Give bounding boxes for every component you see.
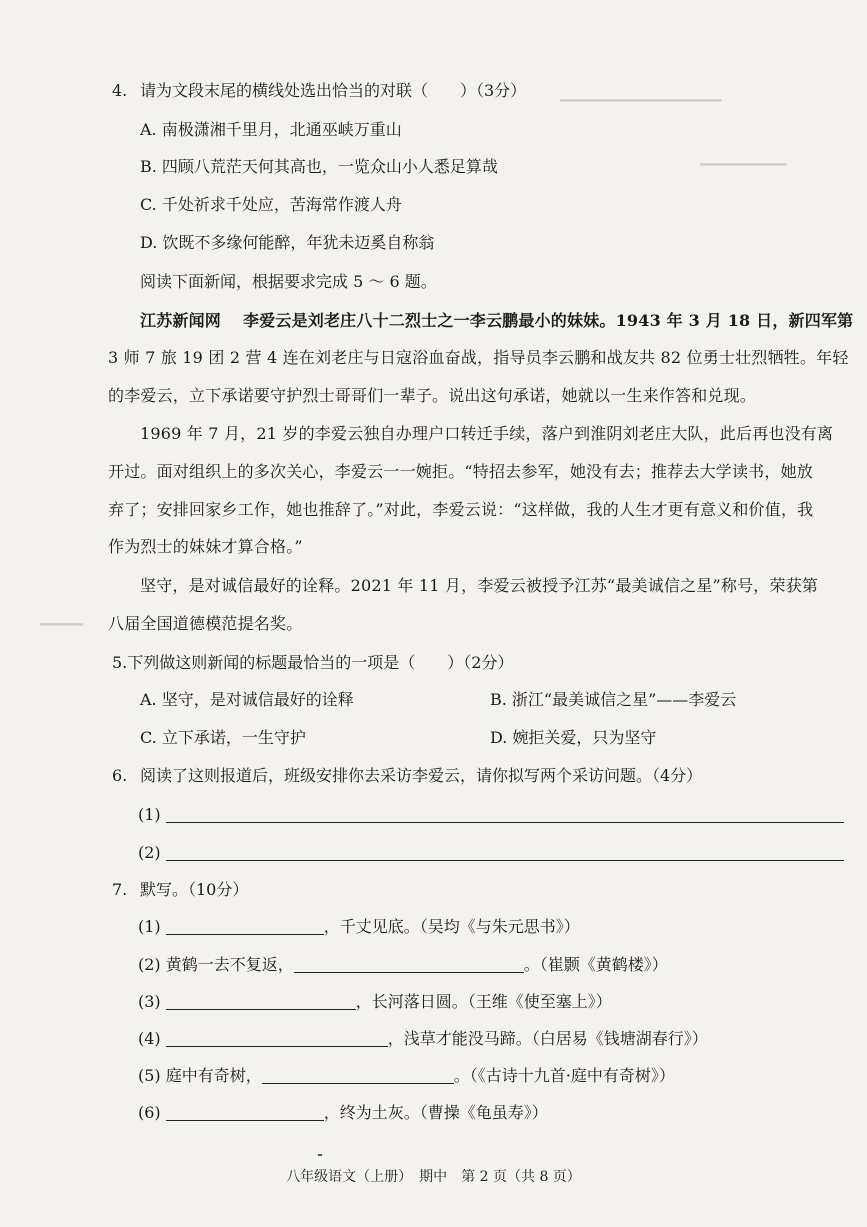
q7-item-2-before: 黄鹤一去不复返， xyxy=(165,955,294,974)
q5-option-b: B. 浙江“最美诚信之星”——李爱云 xyxy=(490,690,737,709)
q6-prompt xyxy=(112,765,702,787)
q7-item-5-blank[interactable] xyxy=(262,1067,454,1084)
q7-item-5 xyxy=(138,1065,675,1087)
q7-item-2-blank[interactable] xyxy=(294,956,524,973)
q7-item-3-blank[interactable] xyxy=(166,993,356,1010)
q7-item-5-after: 。（《古诗十九首·庭中有奇树》） xyxy=(453,1066,675,1085)
q7-item-2-after: 。（崔颢《黄鹤楼》） xyxy=(523,955,668,974)
bleed-through-mark: ▁▁▁▁▁▁▁▁▁▁▁▁▁▁▁ xyxy=(560,86,722,102)
q4-number: 4. xyxy=(112,81,128,100)
q6-answer-2 xyxy=(138,842,844,864)
news-line-1: 江苏新闻网 李爱云是刘老庄八十二烈士之一李云鹏最小的妹妹。1943 年 3 月 18 日，新四军第 xyxy=(140,311,854,330)
q7-item-3 xyxy=(138,991,612,1013)
q7-prompt-text: 默写。（10分） xyxy=(140,880,249,899)
news-line-2: 3 师 7 旅 19 团 2 营 4 连在刘老庄与日寇浴血奋战，指导员李云鹏和战友共 82 位勇士壮烈牺牲。年轻 xyxy=(108,348,849,367)
q7-item-3-after: ，长河落日圆。（王维《使至塞上》） xyxy=(355,992,612,1011)
q7-item-6-after: ，终为土灰。（曹操《龟虽寿》） xyxy=(323,1103,548,1122)
news-line-9: 八届全国道德模范提名奖。 xyxy=(108,614,303,633)
q6-prompt-text: 阅读了这则报道后，班级安排你去采访李爱云，请你拟写两个采访问题。（4分） xyxy=(140,766,703,785)
q4-option-c: C. 千处祈求千处应，苦海常作渡人舟 xyxy=(140,195,402,214)
q7-item-4-after: ，浅草才能没马蹄。（白居易《钱塘湖春行》） xyxy=(387,1029,708,1048)
q6-answer-2-label: (2) xyxy=(138,843,161,862)
page-footer: 八年级语文（上册） 期中 第 2 页（共 8 页） xyxy=(286,1169,581,1185)
q5-prompt-text: 下列做这则新闻的标题最恰当的一项是（ ）（2分） xyxy=(127,653,514,672)
q5-option-c: C. 立下承诺，一生守护 xyxy=(140,728,306,747)
q7-item-4-label: (4) xyxy=(138,1029,161,1048)
news-line-4: 1969 年 7 月，21 岁的李爱云独自办理户口转迁手续，落户到淮阴刘老庄大队，此后再也没有离 xyxy=(140,424,834,443)
q7-item-6-blank[interactable] xyxy=(166,1104,324,1121)
news-line-5: 开过。面对组织上的多次关心，李爱云一一婉拒。“特招去参军，她没有去；推荐去大学读书，她放 xyxy=(108,462,813,481)
q4-prompt-text: 请为文段末尾的横线处选出恰当的对联（ ）（3分） xyxy=(140,81,527,100)
news-line-7: 作为烈士的妹妹才算合格。” xyxy=(108,537,303,556)
news-line-3: 的李爱云，立下承诺要守护烈士哥哥们一辈子。说出这句承诺，她就以一生来作答和兑现。 xyxy=(108,386,757,405)
bleed-through-mark: ▁▁▁▁ xyxy=(40,610,84,626)
q7-item-2-label: (2) xyxy=(138,955,161,974)
q7-prompt xyxy=(112,879,248,901)
q6-answer-1-label: (1) xyxy=(138,805,161,824)
q5-prompt xyxy=(112,652,513,674)
q7-item-5-before: 庭中有奇树， xyxy=(165,1066,262,1085)
q7-item-6-label: (6) xyxy=(138,1103,161,1122)
q5-number: 5. xyxy=(112,653,128,672)
news-line-6: 弃了；安排回家乡工作，她也推辞了。”对此，李爱云说：“这样做，我的人生才更有意义和价值，我 xyxy=(108,500,814,519)
q7-item-1-label: (1) xyxy=(138,917,161,936)
q7-item-4 xyxy=(138,1028,708,1050)
q7-item-1 xyxy=(138,916,580,938)
q4-option-b: B. 四顾八荒茫天何其高也，一览众山小人悉足算哉 xyxy=(140,157,498,176)
q4-option-d: D. 饮既不多缘何能醉，年犹未迈奚自称翁 xyxy=(140,233,435,252)
q6-answer-1-line[interactable] xyxy=(166,806,844,823)
q4-option-a: A. 南极潇湘千里月，北通巫峡万重山 xyxy=(140,120,402,139)
news-line-8: 坚守，是对诚信最好的诠释。2021 年 11 月，李爱云被授予江苏“最美诚信之星”称号，荣获第 xyxy=(140,576,819,595)
q5-option-a: A. 坚守，是对诚信最好的诠释 xyxy=(140,690,354,709)
q6-answer-1 xyxy=(138,804,844,826)
q7-item-1-after: ，千丈见底。（吴均《与朱元思书》） xyxy=(323,917,580,936)
bleed-through-mark: ▁▁▁▁▁▁▁▁ xyxy=(700,150,787,166)
q7-item-3-label: (3) xyxy=(138,992,161,1011)
q4-prompt xyxy=(112,80,526,102)
q6-number: 6. xyxy=(112,766,128,785)
q7-item-2 xyxy=(138,954,668,976)
q5-option-d: D. 婉拒关爱，只为坚守 xyxy=(490,728,657,747)
reading-intro: 阅读下面新闻，根据要求完成 5 ～ 6 题。 xyxy=(140,272,437,291)
q7-item-6 xyxy=(138,1102,548,1124)
q7-number: 7. xyxy=(112,880,128,899)
q6-answer-2-line[interactable] xyxy=(166,844,844,861)
scan-speck xyxy=(318,1154,322,1156)
q7-item-5-label: (5) xyxy=(138,1066,161,1085)
q7-item-4-blank[interactable] xyxy=(166,1030,388,1047)
q7-item-1-blank[interactable] xyxy=(166,918,324,935)
